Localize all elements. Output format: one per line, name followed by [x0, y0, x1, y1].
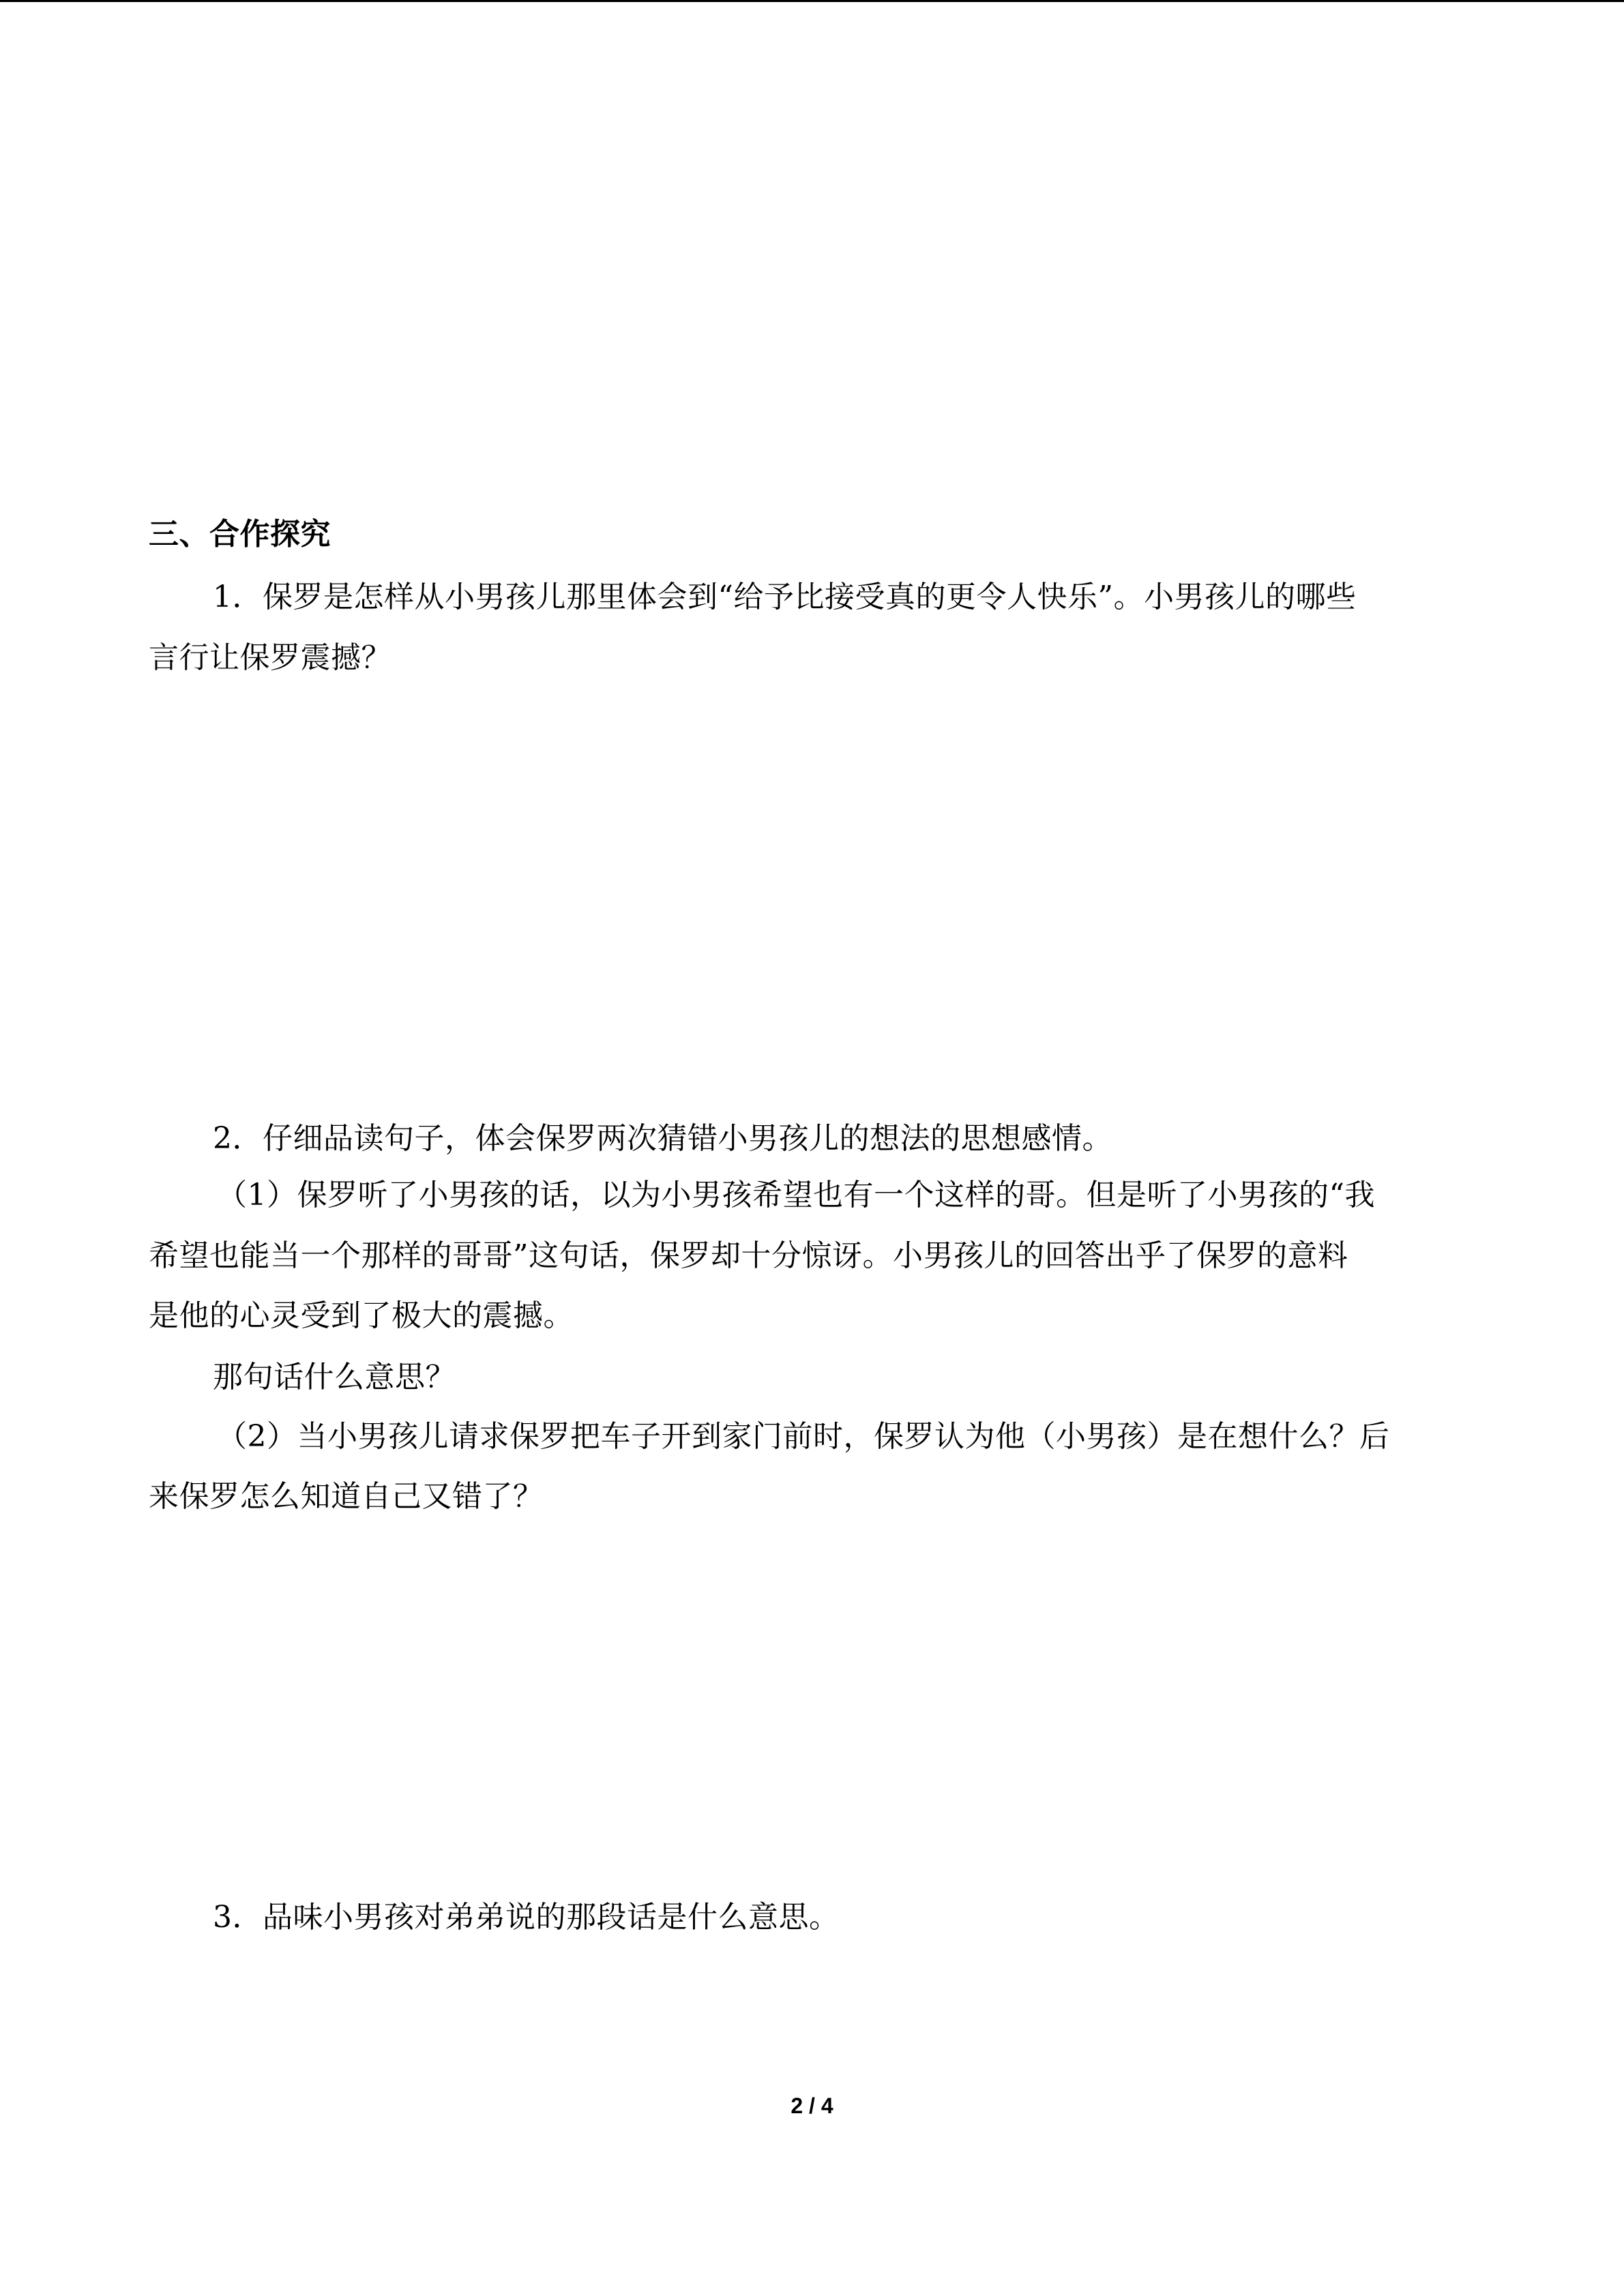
top-border-line: [0, 0, 1624, 2]
question-2-sub1-line-3: 是他的心灵受到了极大的震撼。: [149, 1298, 574, 1333]
page-number: 2 / 4: [791, 2093, 833, 2118]
question-1-line-1: 1．保罗是怎样从小男孩儿那里体会到“给予比接受真的更令人快乐”。小男孩儿的哪些: [213, 580, 1357, 614]
question-2-sub1-question: 那句话什么意思？: [213, 1360, 456, 1395]
question-1-line-2: 言行让保罗震撼？: [149, 640, 392, 675]
section-heading: 三、合作探究: [149, 517, 331, 552]
question-2-sub1-line-2: 希望也能当一个那样的哥哥”这句话，保罗却十分惊讶。小男孩儿的回答出乎了保罗的意料: [149, 1238, 1348, 1273]
question-2-intro: 2．仔细品读句子，体会保罗两次猜错小男孩儿的想法的思想感情。: [213, 1121, 1112, 1156]
question-3: 3．品味小男孩对弟弟说的那段话是什么意思。: [213, 1900, 840, 1935]
question-2-sub2-line-1: （2）当小男孩儿请求保罗把车子开到家门前时，保罗认为他（小男孩）是在想什么？后: [217, 1419, 1390, 1454]
question-2-sub1-line-1: （1）保罗听了小男孩的话，以为小男孩希望也有一个这样的哥。但是听了小男孩的“我: [217, 1178, 1375, 1212]
question-2-sub2-line-2: 来保罗怎么知道自己又错了？: [149, 1479, 544, 1514]
